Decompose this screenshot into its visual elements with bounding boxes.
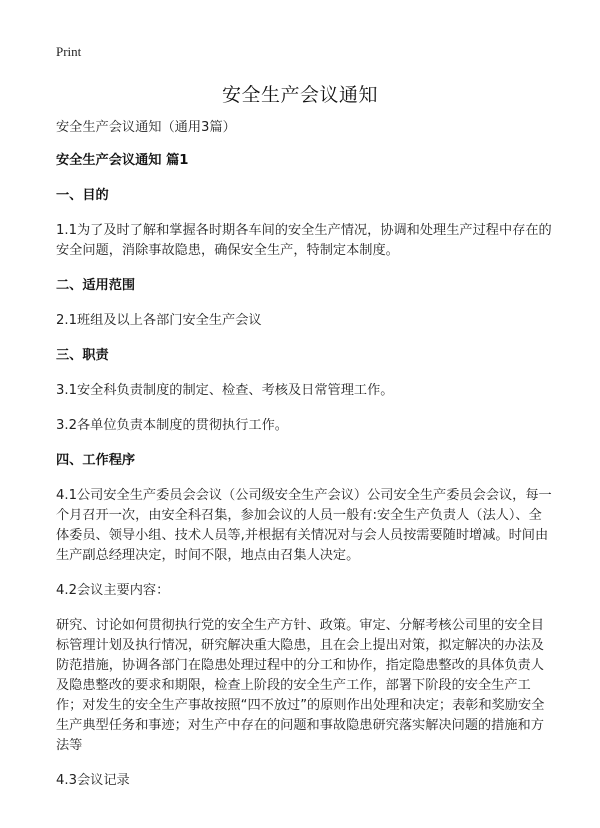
document-subtitle: 安全生产会议通知（通用3篇） <box>56 120 236 135</box>
page-title: 安全生产会议通知 <box>221 84 378 106</box>
section-paragraph: 3.1安全科负责制度的制定、检查、考核及日常管理工作。 <box>56 383 394 398</box>
print-link[interactable]: Print <box>56 44 82 59</box>
section-paragraph: 研究、讨论如何贯彻执行党的安全生产方针、政策。审定、分解考核公司里的安全目标管理计划及执行情况，研究解决重大隐患，且在会上提出对策，拟定解决的办法及防范措施，协调各部门在隐患处理过程中的分工和协作，指定隐患整改的具体负责人及隐患整改的要求和期限，检查上阶段的安全生产工作，部署下阶段的安全生产工作；对发生的安全生产事故按照“四不放过”的原则作出处理和决定；表彰和奖励安全生产典型任务和事迹；对生产中存在的问题和事故隐患研究落实解决问题的措施和方法等 <box>56 618 545 753</box>
section-paragraph: 3.2各单位负责本制度的贯彻执行工作。 <box>56 418 288 433</box>
section-paragraph: 2.1班组及以上各部门安全生产会议 <box>56 313 262 328</box>
section-heading: 一、目的 <box>56 188 109 203</box>
document-body <box>56 118 552 806</box>
section-paragraph: 4.1公司安全生产委员会会议（公司级安全生产会议）公司安全生产委员会会议，每一个月召开一次，由安全科召集，参加会议的人员一般有:安全生产负责人（法人）、全体委员、领导小组、技术人员等,并根据有关情况对与会人员按需要随时增减。时间由生产副总经理决定，时间不限，地点由召集人决定。 <box>56 488 552 563</box>
section-heading: 三、职责 <box>56 348 109 363</box>
section-paragraph: 4.2会议主要内容： <box>56 583 170 598</box>
article-heading: 安全生产会议通知 篇1 <box>56 153 189 168</box>
section-heading: 四、工作程序 <box>56 453 136 468</box>
section-paragraph: 4.3会议记录 <box>56 773 130 788</box>
section-paragraph: 1.1为了及时了解和掌握各时期各车间的安全生产情况，协调和处理生产过程中存在的安全问题，消除事故隐患，确保安全生产，特制定本制度。 <box>56 223 552 258</box>
section-heading: 二、适用范围 <box>56 278 136 293</box>
